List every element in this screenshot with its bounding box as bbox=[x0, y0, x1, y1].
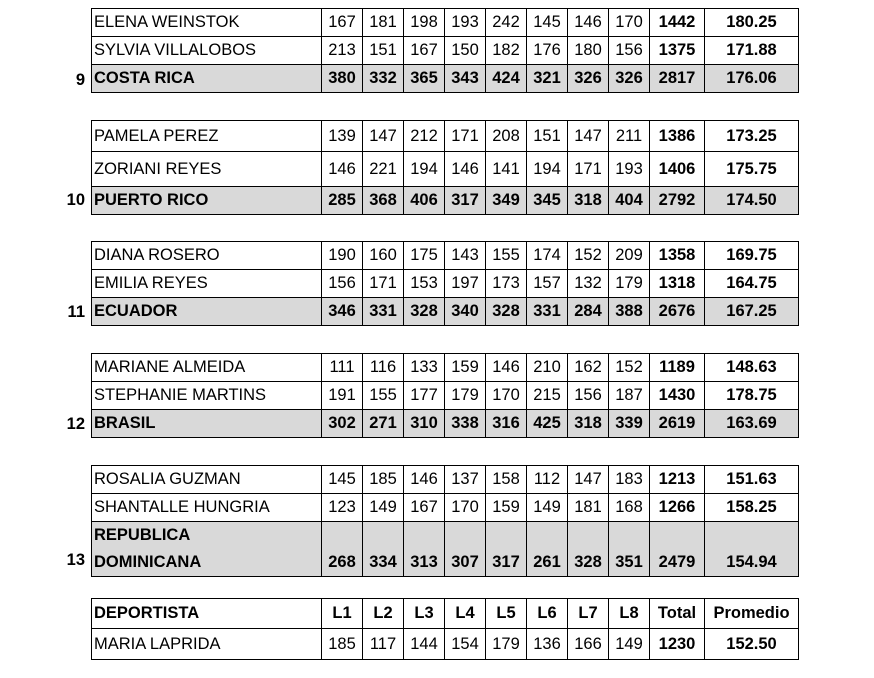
table-row bbox=[92, 382, 799, 410]
average-cell: 148.63 bbox=[705, 354, 799, 382]
score-cell: 133 bbox=[404, 354, 445, 382]
score-cell: 317 bbox=[445, 187, 486, 215]
player-name: SYLVIA VILLALOBOS bbox=[92, 37, 322, 65]
score-cell: 149 bbox=[527, 494, 568, 522]
score-cell: 137 bbox=[445, 466, 486, 494]
header-l6: L6 bbox=[527, 599, 568, 629]
player-name: ZORIANI REYES bbox=[92, 152, 322, 187]
total-cell: 2619 bbox=[650, 410, 705, 438]
average-cell: 180.25 bbox=[705, 9, 799, 37]
score-cell: 116 bbox=[363, 354, 404, 382]
table-row bbox=[92, 121, 799, 152]
header-l4: L4 bbox=[445, 599, 486, 629]
score-cell: 326 bbox=[609, 65, 650, 93]
score-cell: 190 bbox=[322, 242, 363, 270]
score-cell: 156 bbox=[609, 37, 650, 65]
average-cell: 167.25 bbox=[705, 298, 799, 326]
score-cell: 313 bbox=[404, 522, 445, 577]
team-name: BRASIL bbox=[92, 410, 322, 438]
score-cell: 144 bbox=[404, 629, 445, 660]
score-cell: 212 bbox=[404, 121, 445, 152]
score-cell: 155 bbox=[363, 382, 404, 410]
score-cell: 175 bbox=[404, 242, 445, 270]
average-cell: 151.63 bbox=[705, 466, 799, 494]
table-row bbox=[92, 9, 799, 37]
score-cell: 307 bbox=[445, 522, 486, 577]
score-cell: 154 bbox=[445, 629, 486, 660]
team-table-republica-dominicana bbox=[91, 465, 799, 577]
rank-number: 13 bbox=[66, 551, 85, 569]
score-cell: 332 bbox=[363, 65, 404, 93]
score-cell: 406 bbox=[404, 187, 445, 215]
total-cell: 1386 bbox=[650, 121, 705, 152]
score-cell: 194 bbox=[404, 152, 445, 187]
score-cell: 152 bbox=[568, 242, 609, 270]
score-cell: 174 bbox=[527, 242, 568, 270]
total-cell: 2676 bbox=[650, 298, 705, 326]
player-name: ELENA WEINSTOK bbox=[92, 9, 322, 37]
score-cell: 176 bbox=[527, 37, 568, 65]
score-cell: 185 bbox=[363, 466, 404, 494]
score-cell: 221 bbox=[363, 152, 404, 187]
score-cell: 380 bbox=[322, 65, 363, 93]
table-row bbox=[92, 242, 799, 270]
score-cell: 139 bbox=[322, 121, 363, 152]
score-cell: 149 bbox=[363, 494, 404, 522]
score-cell: 285 bbox=[322, 187, 363, 215]
team-table-brasil bbox=[91, 353, 799, 438]
score-cell: 149 bbox=[609, 629, 650, 660]
team-name-line-2: DOMINICANA bbox=[94, 553, 202, 571]
score-cell: 170 bbox=[486, 382, 527, 410]
total-cell: 1406 bbox=[650, 152, 705, 187]
score-cell: 424 bbox=[486, 65, 527, 93]
score-cell: 351 bbox=[609, 522, 650, 577]
score-cell: 170 bbox=[609, 9, 650, 37]
total-cell: 1189 bbox=[650, 354, 705, 382]
score-cell: 185 bbox=[322, 629, 363, 660]
score-cell: 147 bbox=[568, 466, 609, 494]
average-cell: 173.25 bbox=[705, 121, 799, 152]
score-cell: 173 bbox=[486, 270, 527, 298]
score-cell: 145 bbox=[527, 9, 568, 37]
score-cell: 179 bbox=[445, 382, 486, 410]
total-cell: 1430 bbox=[650, 382, 705, 410]
score-cell: 318 bbox=[568, 410, 609, 438]
rank-number: 10 bbox=[66, 191, 85, 209]
score-cell: 151 bbox=[527, 121, 568, 152]
total-cell: 1230 bbox=[650, 629, 705, 660]
score-cell: 146 bbox=[568, 9, 609, 37]
team-name: ECUADOR bbox=[92, 298, 322, 326]
score-cell: 198 bbox=[404, 9, 445, 37]
score-cell: 147 bbox=[363, 121, 404, 152]
score-cell: 339 bbox=[609, 410, 650, 438]
score-cell: 179 bbox=[486, 629, 527, 660]
score-cell: 179 bbox=[609, 270, 650, 298]
score-cell: 156 bbox=[322, 270, 363, 298]
score-cell: 193 bbox=[609, 152, 650, 187]
score-cell: 111 bbox=[322, 354, 363, 382]
score-cell: 171 bbox=[445, 121, 486, 152]
score-cell: 193 bbox=[445, 9, 486, 37]
score-cell: 345 bbox=[527, 187, 568, 215]
score-cell: 146 bbox=[486, 354, 527, 382]
score-cell: 242 bbox=[486, 9, 527, 37]
average-cell: 176.06 bbox=[705, 65, 799, 93]
score-cell: 162 bbox=[568, 354, 609, 382]
average-cell: 171.88 bbox=[705, 37, 799, 65]
score-cell: 155 bbox=[486, 242, 527, 270]
score-cell: 147 bbox=[568, 121, 609, 152]
score-cell: 334 bbox=[363, 522, 404, 577]
score-cell: 208 bbox=[486, 121, 527, 152]
score-cell: 150 bbox=[445, 37, 486, 65]
player-name: MARIANE ALMEIDA bbox=[92, 354, 322, 382]
player-name: STEPHANIE MARTINS bbox=[92, 382, 322, 410]
average-cell: 164.75 bbox=[705, 270, 799, 298]
score-cell: 349 bbox=[486, 187, 527, 215]
score-cell: 171 bbox=[363, 270, 404, 298]
score-cell: 365 bbox=[404, 65, 445, 93]
score-cell: 170 bbox=[445, 494, 486, 522]
player-name: PAMELA PEREZ bbox=[92, 121, 322, 152]
team-name bbox=[92, 522, 322, 577]
total-cell: 1266 bbox=[650, 494, 705, 522]
team-name: PUERTO RICO bbox=[92, 187, 322, 215]
score-cell: 166 bbox=[568, 629, 609, 660]
score-cell: 117 bbox=[363, 629, 404, 660]
player-name: DIANA ROSERO bbox=[92, 242, 322, 270]
header-l3: L3 bbox=[404, 599, 445, 629]
team-total-row bbox=[92, 410, 799, 438]
score-cell: 123 bbox=[322, 494, 363, 522]
rank-number: 12 bbox=[66, 415, 85, 433]
score-cell: 346 bbox=[322, 298, 363, 326]
score-cell: 210 bbox=[527, 354, 568, 382]
header-total: Total bbox=[650, 599, 705, 629]
score-cell: 317 bbox=[486, 522, 527, 577]
score-cell: 145 bbox=[322, 466, 363, 494]
team-table-costa-rica bbox=[91, 8, 799, 93]
team-total-row bbox=[92, 65, 799, 93]
score-cell: 328 bbox=[486, 298, 527, 326]
score-cell: 141 bbox=[486, 152, 527, 187]
score-cell: 181 bbox=[363, 9, 404, 37]
score-cell: 146 bbox=[404, 466, 445, 494]
table-row bbox=[92, 152, 799, 187]
score-cell: 181 bbox=[568, 494, 609, 522]
score-cell: 159 bbox=[445, 354, 486, 382]
score-cell: 167 bbox=[404, 494, 445, 522]
average-cell: 175.75 bbox=[705, 152, 799, 187]
average-cell: 163.69 bbox=[705, 410, 799, 438]
score-cell: 194 bbox=[527, 152, 568, 187]
average-cell: 158.25 bbox=[705, 494, 799, 522]
next-player-table bbox=[91, 598, 799, 660]
score-cell: 197 bbox=[445, 270, 486, 298]
team-name: COSTA RICA bbox=[92, 65, 322, 93]
score-cell: 271 bbox=[363, 410, 404, 438]
team-total-row bbox=[92, 522, 799, 577]
score-cell: 268 bbox=[322, 522, 363, 577]
total-cell: 2479 bbox=[650, 522, 705, 577]
score-cell: 132 bbox=[568, 270, 609, 298]
player-name: MARIA LAPRIDA bbox=[92, 629, 322, 660]
score-cell: 316 bbox=[486, 410, 527, 438]
score-cell: 156 bbox=[568, 382, 609, 410]
score-cell: 318 bbox=[568, 187, 609, 215]
total-cell: 1318 bbox=[650, 270, 705, 298]
team-name-line-1: REPUBLICA bbox=[94, 526, 191, 544]
total-cell: 2817 bbox=[650, 65, 705, 93]
score-cell: 160 bbox=[363, 242, 404, 270]
team-table-ecuador bbox=[91, 241, 799, 326]
score-cell: 331 bbox=[363, 298, 404, 326]
header-l5: L5 bbox=[486, 599, 527, 629]
score-cell: 112 bbox=[527, 466, 568, 494]
table-row bbox=[92, 37, 799, 65]
score-cell: 328 bbox=[404, 298, 445, 326]
table-row bbox=[92, 494, 799, 522]
score-cell: 338 bbox=[445, 410, 486, 438]
score-cell: 167 bbox=[322, 9, 363, 37]
score-cell: 328 bbox=[568, 522, 609, 577]
score-cell: 146 bbox=[322, 152, 363, 187]
player-name: EMILIA REYES bbox=[92, 270, 322, 298]
score-cell: 151 bbox=[363, 37, 404, 65]
score-cell: 340 bbox=[445, 298, 486, 326]
score-cell: 136 bbox=[527, 629, 568, 660]
table-row bbox=[92, 354, 799, 382]
header-l8: L8 bbox=[609, 599, 650, 629]
score-cell: 302 bbox=[322, 410, 363, 438]
score-cell: 209 bbox=[609, 242, 650, 270]
score-cell: 326 bbox=[568, 65, 609, 93]
total-cell: 1358 bbox=[650, 242, 705, 270]
team-total-row bbox=[92, 187, 799, 215]
score-cell: 168 bbox=[609, 494, 650, 522]
score-cell: 157 bbox=[527, 270, 568, 298]
header-l2: L2 bbox=[363, 599, 404, 629]
table-row bbox=[92, 270, 799, 298]
team-total-row bbox=[92, 298, 799, 326]
score-cell: 183 bbox=[609, 466, 650, 494]
score-cell: 310 bbox=[404, 410, 445, 438]
header-promedio: Promedio bbox=[705, 599, 799, 629]
average-cell: 174.50 bbox=[705, 187, 799, 215]
score-cell: 261 bbox=[527, 522, 568, 577]
score-cell: 177 bbox=[404, 382, 445, 410]
rank-number: 9 bbox=[75, 71, 85, 89]
header-deportista: DEPORTISTA bbox=[92, 599, 322, 629]
score-cell: 331 bbox=[527, 298, 568, 326]
team-table-puerto-rico bbox=[91, 120, 799, 215]
score-cell: 152 bbox=[609, 354, 650, 382]
score-cell: 284 bbox=[568, 298, 609, 326]
total-cell: 2792 bbox=[650, 187, 705, 215]
average-cell: 169.75 bbox=[705, 242, 799, 270]
score-cell: 404 bbox=[609, 187, 650, 215]
score-cell: 158 bbox=[486, 466, 527, 494]
header-l7: L7 bbox=[568, 599, 609, 629]
total-cell: 1213 bbox=[650, 466, 705, 494]
header-row bbox=[92, 599, 799, 629]
score-cell: 211 bbox=[609, 121, 650, 152]
score-cell: 171 bbox=[568, 152, 609, 187]
score-cell: 213 bbox=[322, 37, 363, 65]
score-cell: 388 bbox=[609, 298, 650, 326]
score-cell: 321 bbox=[527, 65, 568, 93]
score-cell: 187 bbox=[609, 382, 650, 410]
score-cell: 159 bbox=[486, 494, 527, 522]
score-cell: 368 bbox=[363, 187, 404, 215]
table-row bbox=[92, 466, 799, 494]
score-cell: 167 bbox=[404, 37, 445, 65]
score-cell: 343 bbox=[445, 65, 486, 93]
score-cell: 215 bbox=[527, 382, 568, 410]
score-cell: 425 bbox=[527, 410, 568, 438]
score-cell: 153 bbox=[404, 270, 445, 298]
score-cell: 146 bbox=[445, 152, 486, 187]
player-name: SHANTALLE HUNGRIA bbox=[92, 494, 322, 522]
total-cell: 1442 bbox=[650, 9, 705, 37]
header-l1: L1 bbox=[322, 599, 363, 629]
player-name: ROSALIA GUZMAN bbox=[92, 466, 322, 494]
score-cell: 180 bbox=[568, 37, 609, 65]
score-cell: 182 bbox=[486, 37, 527, 65]
average-cell: 152.50 bbox=[705, 629, 799, 660]
total-cell: 1375 bbox=[650, 37, 705, 65]
average-cell: 178.75 bbox=[705, 382, 799, 410]
score-cell: 191 bbox=[322, 382, 363, 410]
average-cell: 154.94 bbox=[705, 522, 799, 577]
score-cell: 143 bbox=[445, 242, 486, 270]
table-row bbox=[92, 629, 799, 660]
rank-number: 11 bbox=[67, 303, 85, 321]
